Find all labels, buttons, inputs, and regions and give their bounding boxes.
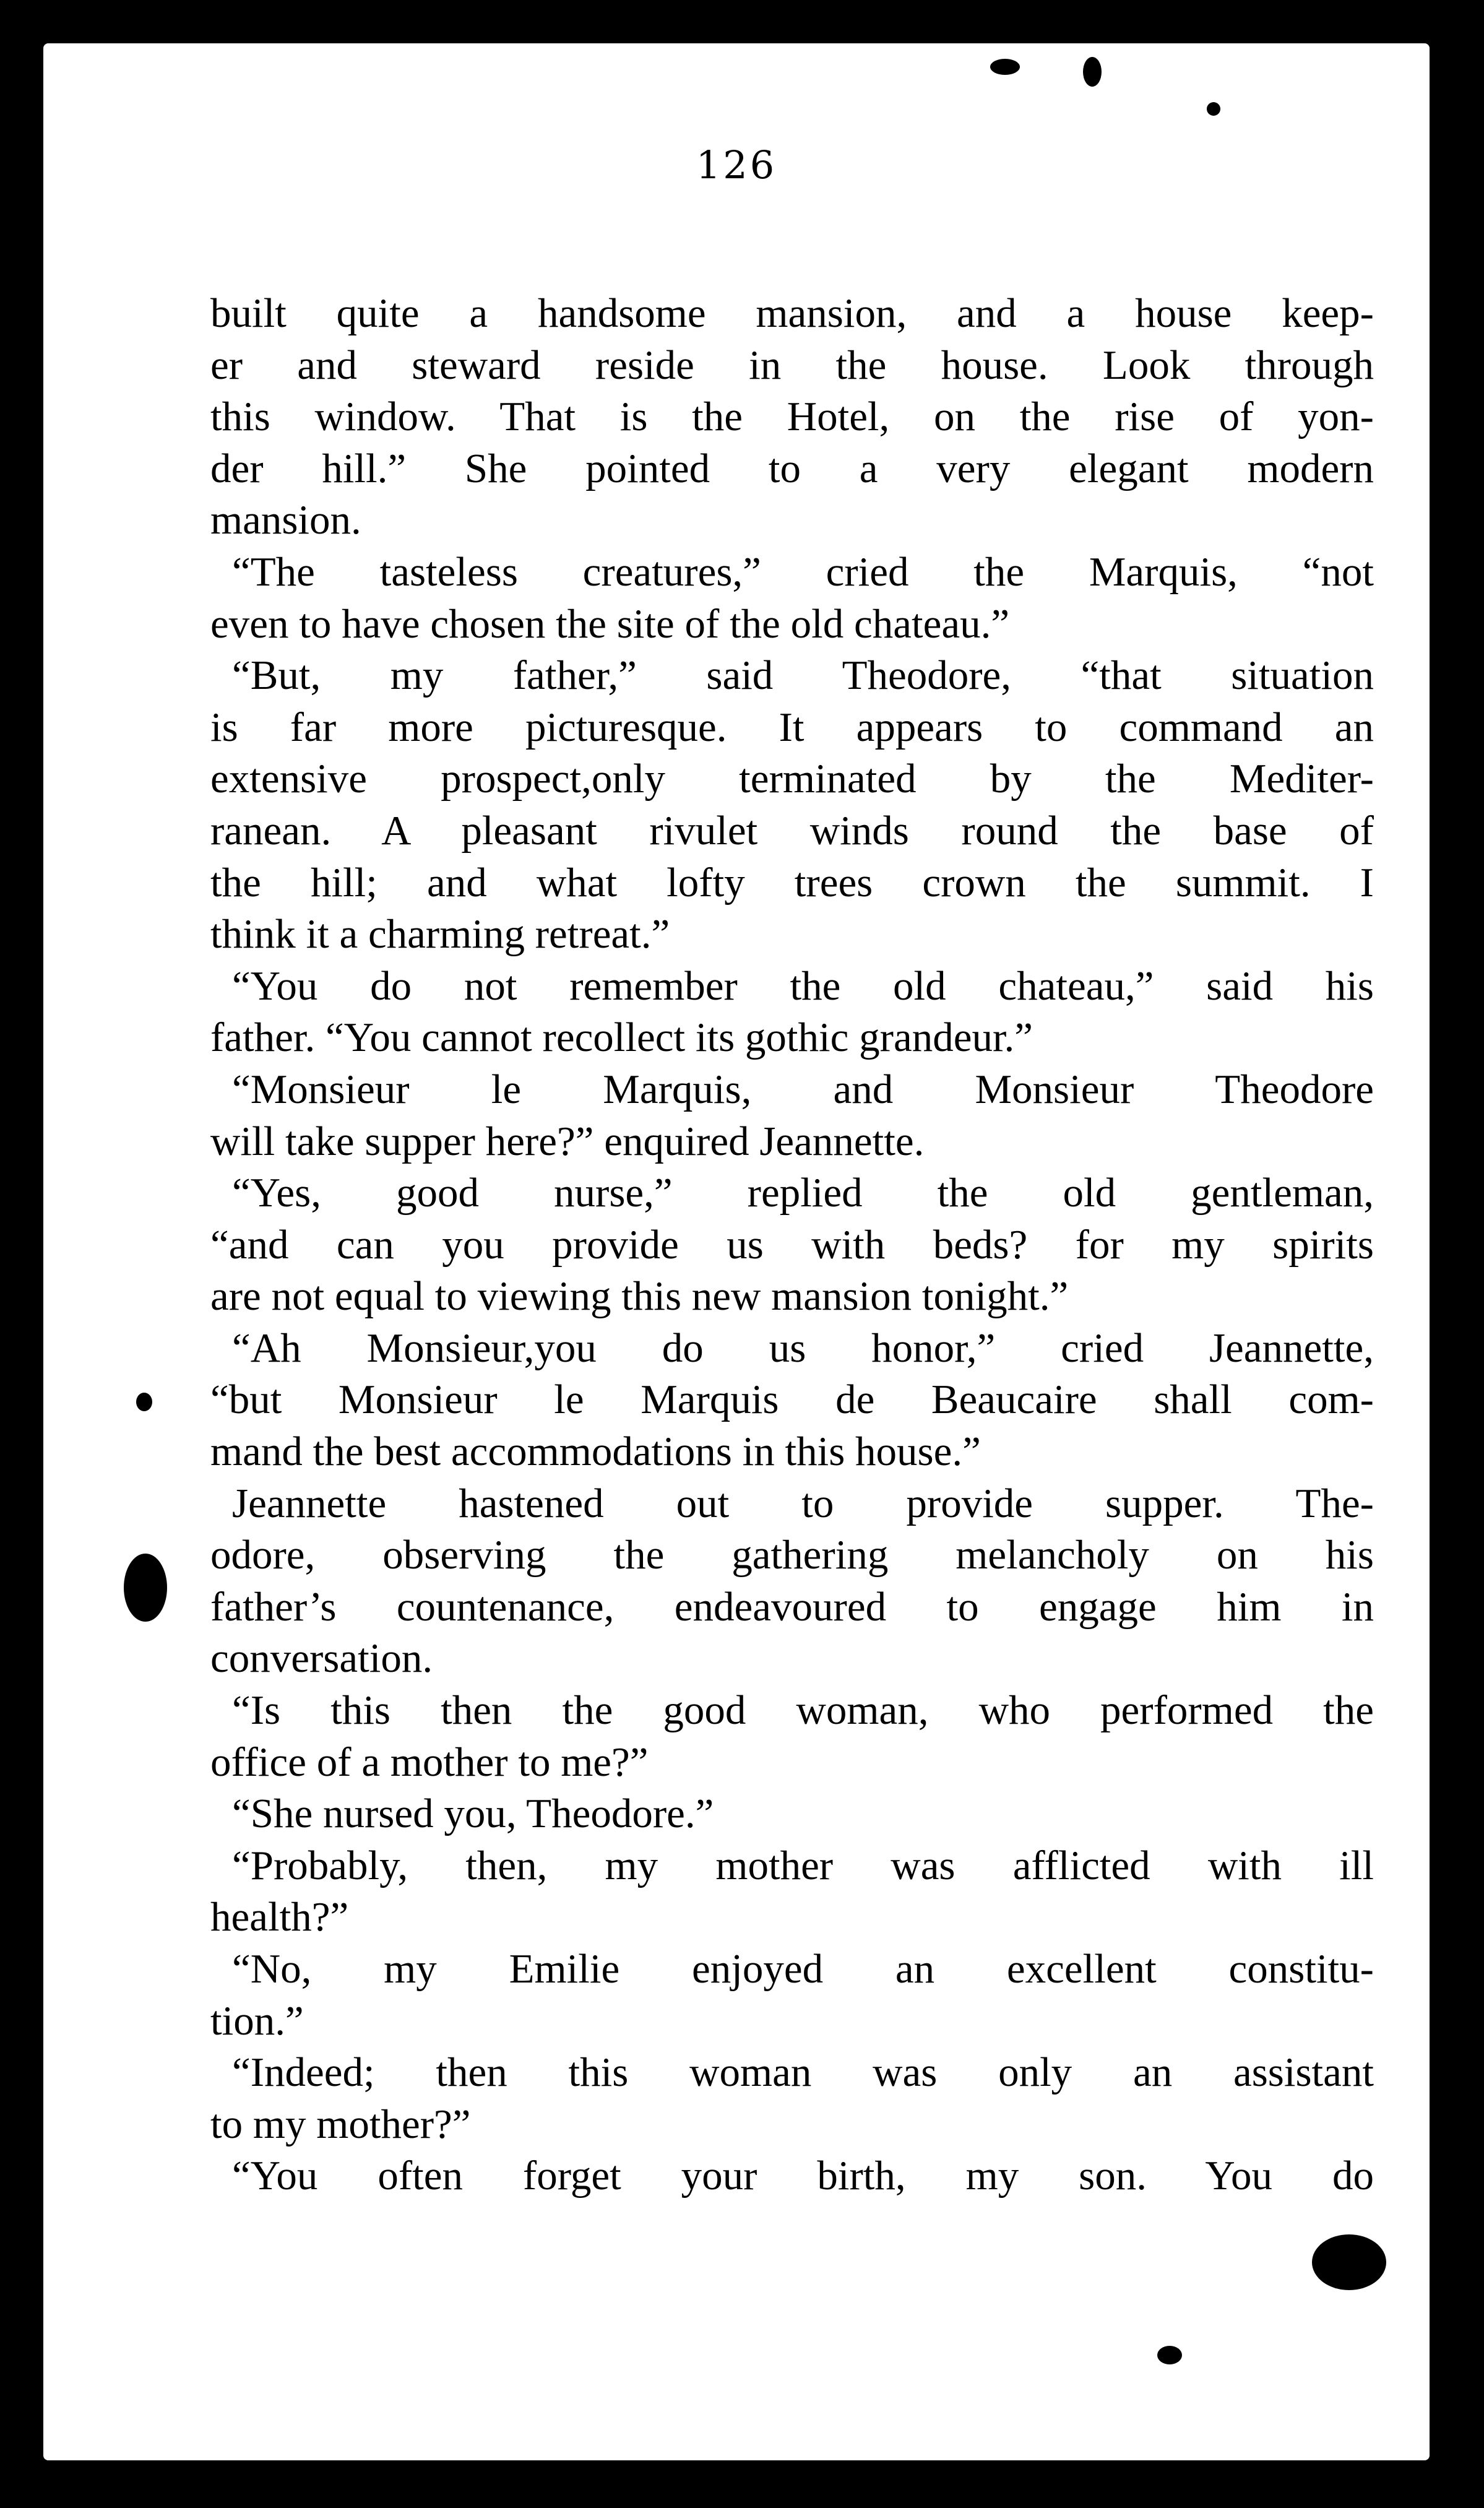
text-line: health?” (210, 1894, 349, 1940)
text-line: tion.” (210, 1997, 304, 2044)
text-line: is far more picturesque. It appears to command an (210, 704, 1374, 750)
page-number: 126 (696, 142, 777, 188)
text-line: “Ah Monsieur,you do us honor,” cried Jeannette, (232, 1325, 1374, 1371)
text-line: “Monsieur le Marquis, and Monsieur Theodore (232, 1066, 1374, 1112)
text-line: conversation. (210, 1635, 433, 1682)
text-line: “No, my Emilie enjoyed an excellent constitu- (232, 1946, 1374, 1992)
text-line: this window. That is the Hotel, on the rise of yon- (210, 394, 1374, 440)
text-line: father’s countenance, endeavoured to engage him in (210, 1583, 1374, 1630)
text-line: “But, my father,” said Theodore, “that situation (232, 652, 1374, 699)
ink-speck (1312, 2234, 1386, 2290)
text-line: built quite a handsome mansion, and a house keep- (210, 290, 1374, 336)
text-line: father. “You cannot recollect its gothic grandeur.” (210, 1014, 1033, 1061)
ink-speck (1207, 102, 1220, 116)
text-line: “You do not remember the old chateau,” said his (232, 962, 1374, 1009)
book-page (43, 43, 1430, 2460)
text-line: “The tasteless creatures,” cried the Marquis, “not (232, 548, 1374, 595)
text-line: mansion. (210, 497, 361, 543)
text-line: even to have chosen the site of the old chateau.” (210, 600, 1010, 647)
text-line: Jeannette hastened out to provide supper. The- (232, 1480, 1374, 1526)
text-line: “She nursed you, Theodore.” (232, 1791, 714, 1837)
ink-speck (1157, 2346, 1182, 2364)
ink-speck (990, 59, 1020, 75)
text-line: “You often forget your birth, my son. You do (232, 2153, 1374, 2199)
text-line: extensive prospect,only terminated by the Mediter- (210, 756, 1374, 802)
text-line: think it a charming retreat.” (210, 911, 670, 958)
text-line: “Probably, then, my mother was afflicted with ill (232, 1842, 1374, 1888)
text-line: “Indeed; then this woman was only an assistant (232, 2049, 1374, 2096)
text-line: office of a mother to me?” (210, 1739, 649, 1785)
body-text (210, 288, 1374, 2202)
text-line: will take supper here?” enquired Jeannette. (210, 1118, 925, 1164)
text-line: “but Monsieur le Marquis de Beaucaire shall com- (210, 1377, 1374, 1423)
text-line: “Is this then the good woman, who performed the (232, 1687, 1374, 1734)
text-line: to my mother?” (210, 2101, 471, 2147)
text-line: ranean. A pleasant rivulet winds round the base of (210, 807, 1374, 854)
ink-speck (1083, 57, 1102, 87)
text-line: er and steward reside in the house. Look through (210, 342, 1374, 388)
text-line: “Yes, good nurse,” replied the old gentleman, (232, 1170, 1374, 1216)
text-line: “and can you provide us with beds? for my spirits (210, 1221, 1374, 1268)
ink-speck (136, 1393, 152, 1411)
text-line: odore, observing the gathering melancholy on his (210, 1532, 1374, 1578)
text-line: are not equal to viewing this new mansion tonight.” (210, 1273, 1069, 1320)
text-line: mand the best accommodations in this house.” (210, 1429, 981, 1475)
ink-speck (124, 1554, 167, 1622)
text-line: der hill.” She pointed to a very elegant modern (210, 445, 1374, 491)
text-line: the hill; and what lofty trees crown the summit. I (210, 859, 1374, 906)
